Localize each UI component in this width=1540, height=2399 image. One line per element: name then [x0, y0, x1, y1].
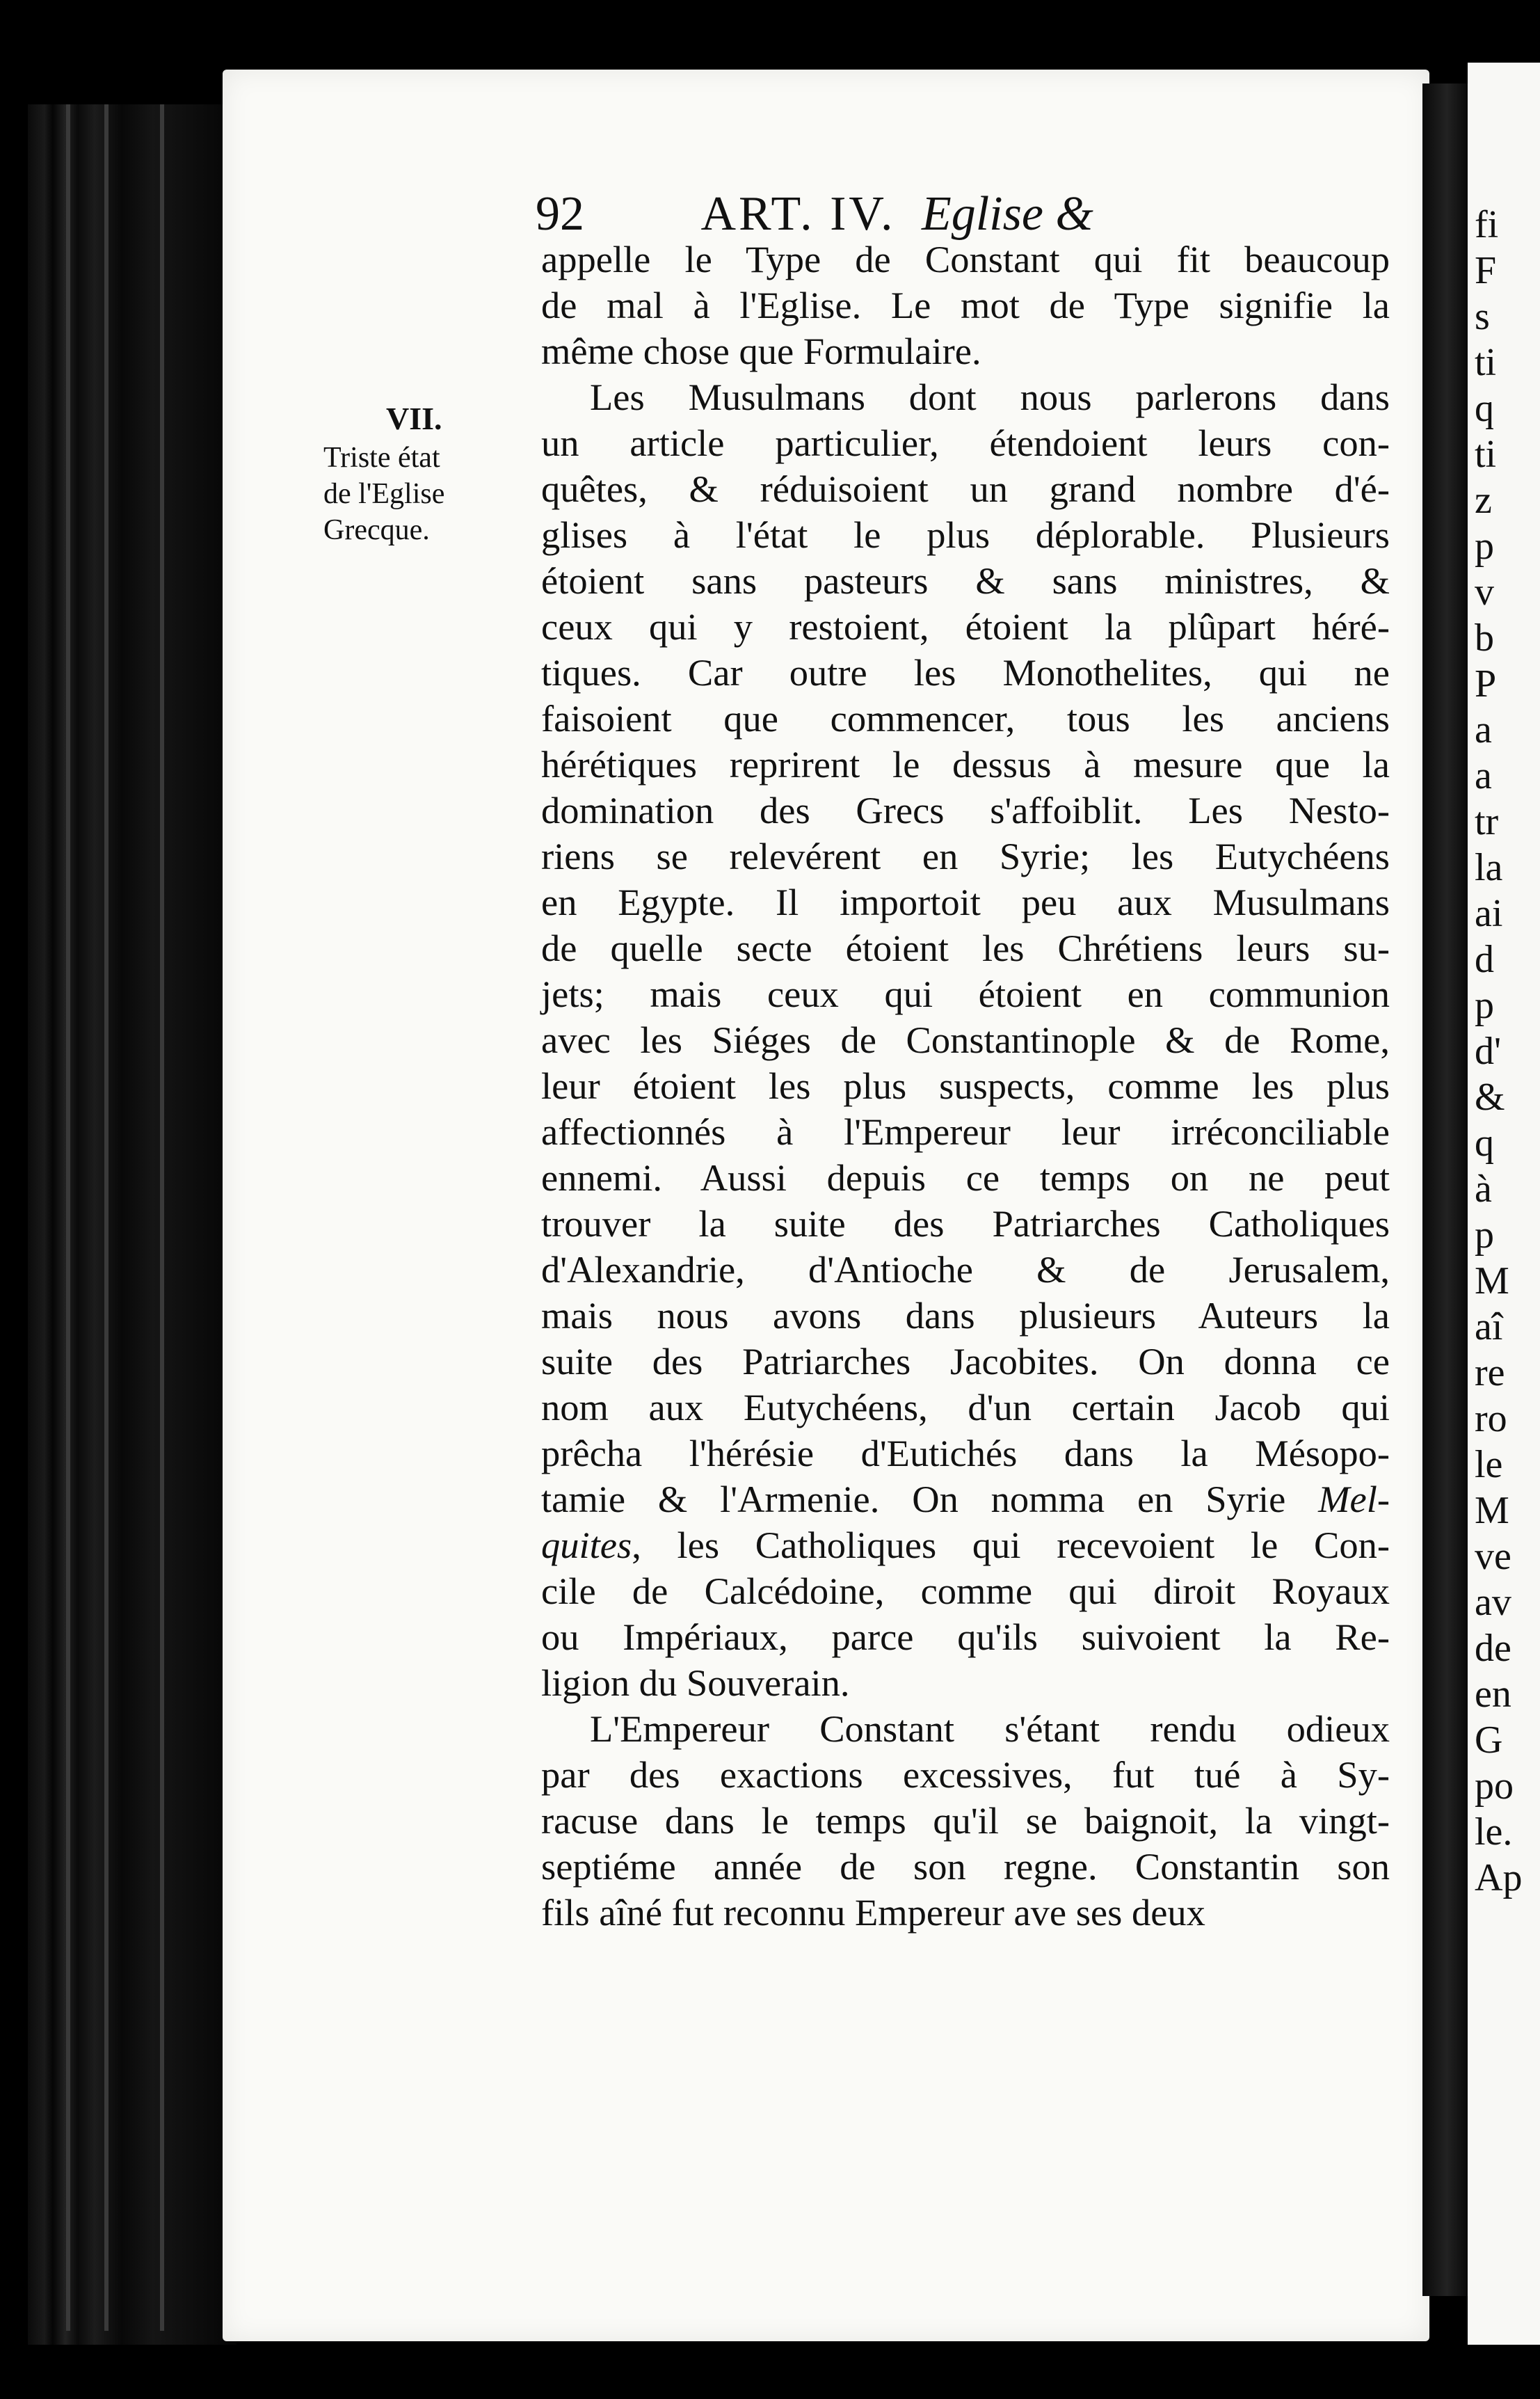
text-line: septiéme année de son regne. Constantin son [541, 1845, 1390, 1888]
text-line: prêcha l'hérésie d'Eutichés dans la Mésopo- [541, 1432, 1390, 1474]
text-line: quêtes, & réduisoient un grand nombre d'é- [541, 468, 1390, 510]
margin-note-line: Grecque. [323, 514, 430, 546]
facing-page-fragment: F [1475, 249, 1497, 292]
running-header [536, 186, 1440, 242]
text-line: tiques. Car outre les Monothelites, qui ne [541, 651, 1390, 694]
facing-page-fragment: aî [1475, 1305, 1503, 1348]
text-line: glises à l'état le plus déplorable. Plusieurs [541, 513, 1390, 556]
facing-page-fragment: z [1475, 479, 1492, 522]
facing-page-fragment: ve [1475, 1535, 1511, 1578]
facing-page-fragment: s [1475, 295, 1490, 338]
facing-page-fragment: en [1475, 1673, 1511, 1716]
facing-page-fragment: p [1475, 984, 1494, 1027]
text-line: même chose que Formulaire. [541, 330, 981, 372]
text-line: faisoient que commencer, tous les anciens [541, 697, 1390, 740]
text-line: suite des Patriarches Jacobites. On donna ce [541, 1340, 1390, 1382]
page-edge-line [66, 104, 70, 2331]
book-spine [28, 104, 236, 2345]
margin-note-line: de l'Eglise [323, 478, 445, 510]
text-line: L'Empereur Constant s'étant rendu odieux [590, 1707, 1390, 1750]
margin-note-line: Triste état [323, 442, 440, 474]
facing-page-fragment: re [1475, 1351, 1505, 1394]
text-line: cile de Calcédoine, comme qui diroit Royaux [541, 1570, 1390, 1612]
facing-page-fragment: la [1475, 846, 1503, 889]
facing-page-fragment: G [1475, 1719, 1503, 1762]
facing-page-fragment: av [1475, 1581, 1511, 1624]
facing-page-fragment: P [1475, 662, 1497, 706]
facing-page-fragment: d [1475, 938, 1494, 981]
facing-page-fragment: & [1475, 1076, 1505, 1119]
text-line: d'Alexandrie, d'Antioche & de Jerusalem, [541, 1248, 1390, 1291]
text-line: leur étoient les plus suspects, comme les plus [541, 1065, 1390, 1107]
facing-page-fragment: p [1475, 525, 1494, 568]
text-line: de mal à l'Eglise. Le mot de Type signifie la [541, 284, 1390, 326]
facing-page-fragment: q [1475, 387, 1494, 430]
margin-note [323, 401, 532, 548]
page-edge-line [160, 104, 164, 2331]
text-line: en Egypte. Il importoit peu aux Musulmans [541, 881, 1390, 923]
facing-page-edge [1468, 63, 1540, 2345]
text-line: affectionnés à l'Empereur leur irréconciliable [541, 1110, 1390, 1153]
facing-page-fragment: tr [1475, 800, 1499, 843]
facing-page-fragment: ti [1475, 341, 1497, 384]
header-subtitle: Eglise & [921, 187, 1093, 241]
text-line: tamie & l'Armenie. On nomma en Syrie Mel- [541, 1478, 1390, 1520]
text-line: quites, les Catholiques qui recevoient le Con- [541, 1524, 1390, 1566]
text-line: appelle le Type de Constant qui fit beaucoup [541, 238, 1390, 280]
facing-page-fragment: M [1475, 1489, 1509, 1532]
text-line: riens se relevérent en Syrie; les Eutychéens [541, 835, 1390, 877]
text-line: mais nous avons dans plusieurs Auteurs la [541, 1294, 1390, 1337]
text-line: par des exactions excessives, fut tué à Sy- [541, 1753, 1390, 1796]
text-line: ennemi. Aussi depuis ce temps on ne peut [541, 1156, 1390, 1199]
text-line: un article particulier, étendoient leurs con- [541, 422, 1390, 464]
text-line: fils aîné fut reconnu Empereur ave ses deux [541, 1891, 1205, 1934]
text-line: jets; mais ceux qui étoient en communion [541, 973, 1390, 1015]
facing-page-fragment: d' [1475, 1030, 1502, 1073]
text-line: racuse dans le temps qu'il se baignoit, la vingt- [541, 1799, 1390, 1842]
facing-page-fragment: q [1475, 1122, 1494, 1165]
facing-page-fragment: le [1475, 1443, 1503, 1486]
facing-page-fragment: de [1475, 1627, 1511, 1670]
facing-page-fragment: Ap [1475, 1856, 1523, 1899]
facing-page-fragment: le. [1475, 1810, 1513, 1854]
book-gutter [1422, 83, 1471, 2296]
facing-page-fragment: ro [1475, 1397, 1507, 1440]
facing-page-fragment: ai [1475, 892, 1503, 935]
text-line: trouver la suite des Patriarches Catholiques [541, 1202, 1390, 1245]
facing-page-fragment: b [1475, 616, 1494, 660]
facing-page-fragment: a [1475, 708, 1492, 751]
facing-page-fragment: p [1475, 1213, 1494, 1257]
text-line: de quelle secte étoient les Chrétiens leurs su- [541, 927, 1390, 969]
text-line: nom aux Eutychéens, d'un certain Jacob qui [541, 1386, 1390, 1428]
text-line: étoient sans pasteurs & sans ministres, & [541, 559, 1390, 602]
facing-page-fragment: a [1475, 754, 1492, 797]
page-number: 92 [536, 187, 584, 241]
article-heading: ART. IV. [700, 187, 896, 241]
text-line: hérétiques reprirent le dessus à mesure que la [541, 743, 1390, 786]
facing-page-fragment: à [1475, 1167, 1492, 1211]
text-line: Les Musulmans dont nous parlerons dans [590, 376, 1390, 418]
facing-page-fragment: fi [1475, 203, 1499, 246]
text-line: ceux qui y restoient, étoient la plûpart héré- [541, 605, 1390, 648]
text-line: domination des Grecs s'affoiblit. Les Nesto- [541, 789, 1390, 831]
facing-page-fragment: ti [1475, 433, 1497, 476]
page-edge-line [104, 104, 109, 2331]
margin-note-number: VII. [386, 401, 442, 436]
body-text [541, 237, 1390, 1936]
text-line: ligion du Souverain. [541, 1661, 850, 1704]
facing-page-fragment: po [1475, 1764, 1514, 1808]
facing-page-fragment: v [1475, 571, 1494, 614]
text-line: ou Impériaux, parce qu'ils suivoient la Re- [541, 1616, 1390, 1658]
facing-page-fragment: M [1475, 1259, 1509, 1302]
text-line: avec les Siéges de Constantinople & de Rome, [541, 1019, 1390, 1061]
